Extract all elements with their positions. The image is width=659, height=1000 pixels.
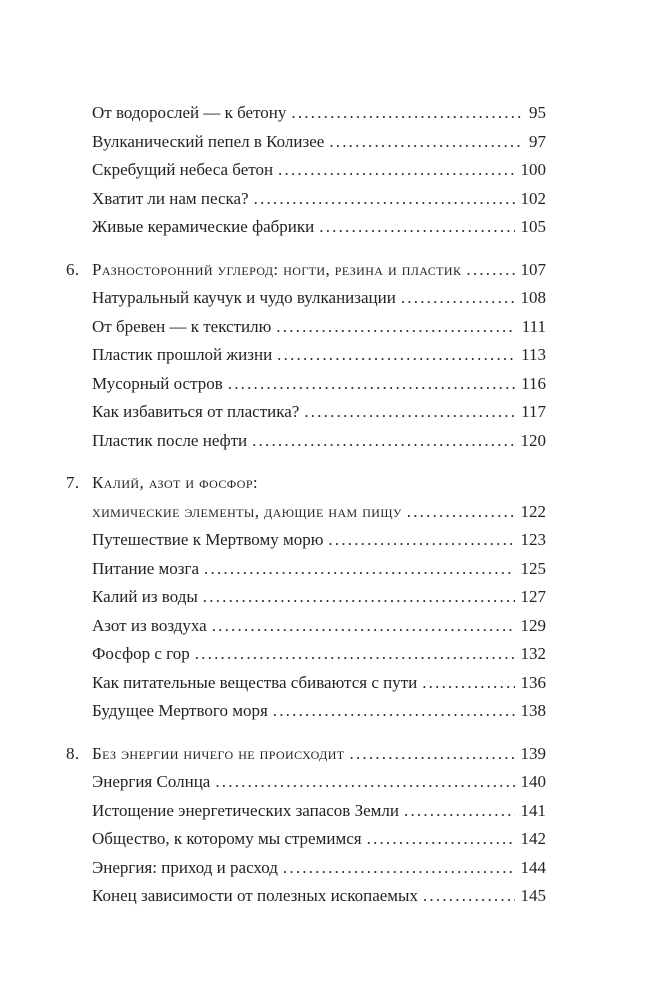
toc-entry-page: 125	[520, 558, 546, 578]
toc-entry-page: 140	[520, 772, 546, 791]
toc-entry-row	[66, 526, 546, 555]
toc-entry-title: Мусорный остров	[92, 373, 223, 393]
dot-leader	[422, 669, 514, 698]
toc-entry-page: 141	[520, 800, 546, 820]
toc-entry-page: 95	[529, 103, 546, 122]
toc-entry-title: От бревен — к текстилю	[92, 316, 272, 336]
toc-chapter-number: 7.	[66, 473, 80, 492]
toc-chapter-number: 6.	[66, 259, 80, 279]
toc-entry-title: Как избавиться от пластика?	[92, 402, 300, 421]
dot-leader	[276, 313, 515, 342]
toc-entry-title: Конец зависимости от полезных ископаемых	[92, 886, 418, 905]
toc-entry-title: Пластик прошлой жизни	[92, 345, 273, 364]
toc-entry-row	[66, 555, 546, 584]
toc-entry-page: 117	[521, 402, 546, 421]
toc-entry-row	[66, 669, 546, 698]
toc-entry-title: Будущее Мертвого моря	[92, 701, 268, 720]
toc-entry-row	[66, 398, 546, 427]
toc-entry-row	[66, 99, 546, 128]
toc-entry-page: 111	[521, 316, 546, 336]
dot-leader	[466, 256, 514, 285]
toc-entry-title: Живые керамические фабрики	[92, 217, 315, 236]
toc-entry-page: 139	[520, 743, 546, 763]
toc-entry-title: Питание мозга	[92, 558, 200, 578]
toc-chapter-row	[66, 498, 546, 527]
toc-entry-title: Фосфор с гор	[92, 644, 190, 663]
toc-entry-page: 108	[520, 288, 546, 307]
toc-entry-page: 144	[520, 857, 546, 877]
toc-entry-page: 142	[520, 829, 546, 848]
dot-leader	[319, 213, 514, 242]
dot-leader	[404, 797, 515, 826]
dot-leader	[350, 740, 515, 769]
toc-entry-page: 105	[520, 217, 546, 236]
toc-entry-row	[66, 156, 546, 185]
toc-entry-title: Скребущий небеса бетон	[92, 160, 274, 179]
toc-entry-page: 123	[520, 530, 546, 549]
toc-entry-row	[66, 341, 546, 370]
toc-entry-page: 129	[520, 615, 546, 635]
toc-entry-page: 138	[520, 701, 546, 720]
toc-entry-row	[66, 370, 546, 399]
toc-entry-title: Калий из воды	[92, 587, 198, 606]
toc-entry-row	[66, 313, 546, 342]
toc-chapter-row	[66, 256, 546, 285]
toc-entry-row	[66, 697, 546, 726]
toc-entry-title: Общество, к которому мы стремимся	[92, 829, 362, 848]
toc-entry-row	[66, 825, 546, 854]
toc-entry-title: Энергия: приход и расход	[92, 857, 278, 877]
toc-entry-page: 132	[520, 644, 546, 663]
dot-leader	[273, 697, 515, 726]
toc-entry-page: 102	[520, 188, 546, 208]
toc-list	[66, 99, 546, 911]
dot-leader	[254, 185, 515, 214]
toc-entry-row	[66, 640, 546, 669]
dot-leader	[228, 370, 515, 399]
dot-leader	[252, 427, 514, 456]
toc-entry-page: 116	[521, 373, 546, 393]
toc-chapter-row	[66, 740, 546, 769]
toc-entry-page: 107	[520, 259, 546, 279]
dot-leader	[329, 128, 523, 157]
toc-entry-row	[66, 768, 546, 797]
toc-chapter-title: Без энергии ничего не происходит	[92, 743, 345, 763]
dot-leader	[407, 498, 515, 527]
toc-chapter-row	[66, 469, 546, 498]
toc-entry-row	[66, 284, 546, 313]
toc-entry-title: Пластик после нефти	[92, 430, 248, 450]
toc-entry-row	[66, 213, 546, 242]
dot-leader	[212, 612, 515, 641]
toc-entry-page: 122	[520, 501, 546, 521]
dot-leader	[215, 768, 514, 797]
toc-entry-page: 120	[520, 430, 546, 450]
toc-chapter-title: Разносторонний углерод: ногти, резина и пластик	[92, 259, 462, 279]
toc-entry-page: 145	[520, 886, 546, 905]
toc-entry-row	[66, 854, 546, 883]
toc-entry-title: Азот из воздуха	[92, 615, 207, 635]
toc-chapter-title: химические элементы, дающие нам пищу	[92, 501, 402, 521]
toc-entry-title: Энергия Солнца	[92, 772, 211, 791]
dot-leader	[291, 99, 523, 128]
toc-chapter-title: Калий, азот и фосфор:	[92, 473, 259, 492]
dot-leader	[423, 882, 515, 911]
toc-entry-row	[66, 185, 546, 214]
toc-entry-title: Натуральный каучук и чудо вулканизации	[92, 288, 396, 307]
dot-leader	[304, 398, 515, 427]
toc-entry-row	[66, 882, 546, 911]
dot-leader	[195, 640, 515, 669]
toc-entry-title: Как питательные вещества сбиваются с пути	[92, 672, 418, 692]
dot-leader	[204, 555, 514, 584]
toc-entry-row	[66, 797, 546, 826]
dot-leader	[278, 156, 514, 185]
toc-entry-page: 127	[520, 587, 546, 606]
dot-leader	[277, 341, 515, 370]
toc-entry-row	[66, 427, 546, 456]
toc-entry-title: Вулканический пепел в Колизее	[92, 131, 325, 151]
toc-entry-title: От водорослей — к бетону	[92, 103, 287, 122]
toc-entry-page: 100	[520, 160, 546, 179]
toc-entry-page: 136	[520, 672, 546, 692]
toc-entry-title: Путешествие к Мертвому морю	[92, 530, 324, 549]
dot-leader	[203, 583, 515, 612]
dot-leader	[401, 284, 515, 313]
toc-entry-row	[66, 612, 546, 641]
dot-leader	[328, 526, 514, 555]
toc-entry-title: Хватит ли нам песка?	[92, 188, 249, 208]
toc-entry-page: 97	[529, 131, 546, 151]
toc-entry-row	[66, 583, 546, 612]
toc-chapter-number: 8.	[66, 743, 80, 763]
dot-leader	[367, 825, 515, 854]
dot-leader	[283, 854, 515, 883]
toc-entry-title: Истощение энергетических запасов Земли	[92, 800, 399, 820]
toc-entry-page: 113	[521, 345, 546, 364]
toc-entry-row	[66, 128, 546, 157]
